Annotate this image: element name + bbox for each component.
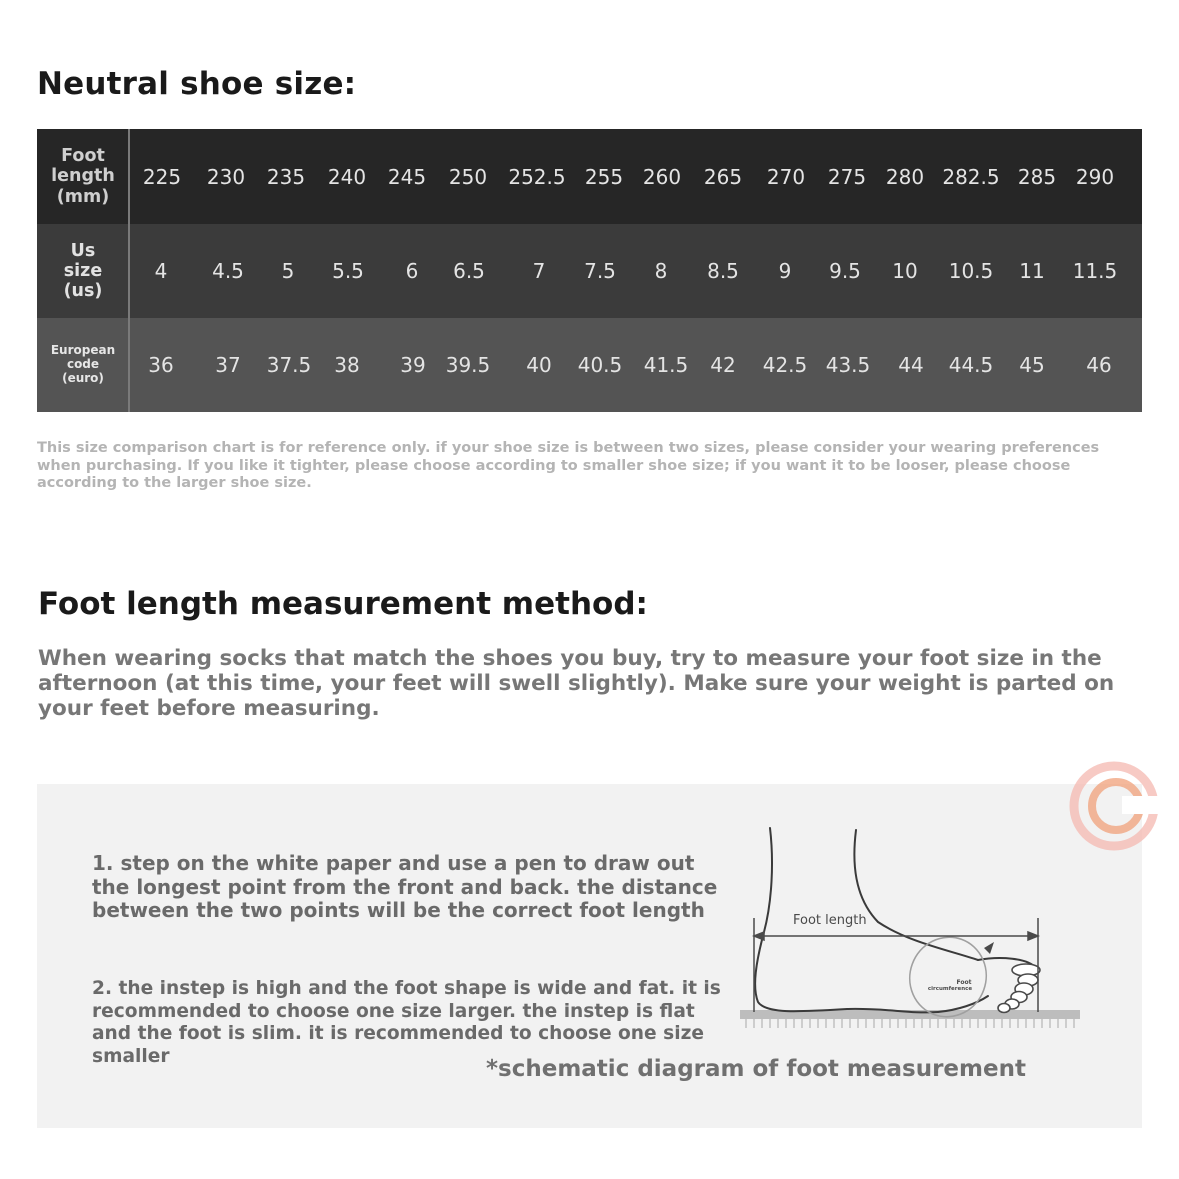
foot-length-cell: 275	[827, 164, 867, 189]
row-label-line: (us)	[63, 281, 103, 302]
row-label-line: code	[66, 357, 100, 372]
euro-size-cell: 37	[215, 353, 241, 377]
row-label-line: Foot	[61, 146, 105, 167]
row-label-foot-length	[37, 129, 129, 224]
table-row-foot-length	[37, 129, 1142, 224]
row-label-line: Us	[70, 240, 96, 261]
size-chart-title: Neutral shoe size:	[37, 66, 357, 102]
table-row-us-size	[37, 224, 1142, 318]
foot-circumference-label: Foot	[956, 979, 972, 986]
us-size-cell: 5	[281, 259, 295, 283]
foot-measurement-diagram	[738, 822, 1084, 1036]
us-size-cell: 11.5	[1072, 259, 1118, 283]
size-chart-note: This size comparison chart is for reference only. if your shoe size is between two sizes, please consider your wearing preferences when purchasing. If you like it tighter, please choose according to smaller shoe size; if you want it to be looser, please choose according to the larger shoe size.	[37, 440, 1100, 491]
euro-size-cell: 37.5	[266, 353, 312, 377]
us-size-cell: 11	[1019, 259, 1045, 283]
foot-length-cell: 230	[206, 164, 246, 189]
us-size-cell: 8.5	[707, 259, 739, 283]
euro-size-cell: 36	[148, 353, 174, 377]
us-size-cell: 6	[405, 259, 419, 283]
foot-length-cell: 255	[584, 164, 624, 189]
euro-size-cell: 43.5	[825, 353, 871, 377]
foot-length-cell: 240	[327, 164, 367, 189]
euro-size-cell: 42	[710, 353, 736, 377]
foot-length-cell: 280	[885, 164, 925, 189]
circumference-arrow-icon	[984, 942, 994, 954]
us-size-cell: 7.5	[584, 259, 616, 283]
row-label-line: size	[63, 260, 103, 281]
brand-watermark-icon	[1066, 760, 1166, 856]
euro-size-cell: 41.5	[643, 353, 689, 377]
foot-length-cell: 265	[703, 164, 743, 189]
us-size-cell: 6.5	[453, 259, 485, 283]
euro-size-cell: 44	[898, 353, 924, 377]
foot-length-cell: 252.5	[508, 164, 566, 189]
us-size-cell: 4	[154, 259, 168, 283]
euro-size-cell: 40	[526, 353, 552, 377]
foot-length-cell: 225	[142, 164, 182, 189]
label-column-divider	[128, 129, 130, 412]
diagram-caption: *schematic diagram of foot measurement	[486, 1056, 1026, 1082]
euro-size-cell: 38	[334, 353, 360, 377]
us-size-cell: 10.5	[948, 259, 994, 283]
size-chart-table	[37, 129, 1142, 412]
us-size-cell: 5.5	[332, 259, 364, 283]
measurement-intro: When wearing socks that match the shoes you buy, try to measure your foot size in the afternoon (at this time, your feet will swell slightly). Make sure your weight is parted on your feet before measuring.	[38, 646, 1115, 721]
us-size-cell: 10	[892, 259, 918, 283]
foot-length-cell: 235	[266, 164, 306, 189]
foot-circumference-label: circumference	[927, 986, 973, 992]
foot-length-cell: 285	[1017, 164, 1057, 189]
measurement-method-title: Foot length measurement method:	[38, 586, 648, 622]
measurement-step-1: 1. step on the white paper and use a pen to draw out the longest point from the front and back. the distance between the two points will be the correct foot length	[92, 851, 718, 922]
row-label-line: length	[51, 166, 115, 187]
euro-size-cell: 39.5	[445, 353, 491, 377]
foot-length-label: Foot length	[793, 913, 867, 928]
toes-icon	[998, 964, 1040, 1013]
foot-length-cell: 270	[766, 164, 806, 189]
euro-size-cell: 45	[1019, 353, 1045, 377]
row-label-line: (euro)	[62, 370, 104, 385]
row-label-line: European	[50, 343, 116, 358]
euro-size-cell: 46	[1086, 353, 1112, 377]
table-row-euro	[37, 318, 1142, 412]
us-size-cell: 9	[778, 259, 792, 283]
row-label-line: (mm)	[56, 186, 110, 207]
foot-length-cell: 250	[448, 164, 488, 189]
foot-length-cell: 282.5	[942, 164, 1000, 189]
row-label-euro	[37, 318, 129, 412]
us-size-cell: 8	[654, 259, 668, 283]
euro-size-cell: 44.5	[948, 353, 994, 377]
foot-length-cell: 245	[387, 164, 427, 189]
us-size-cell: 4.5	[212, 259, 244, 283]
foot-length-cell: 290	[1075, 164, 1115, 189]
euro-size-cell: 39	[400, 353, 426, 377]
us-size-cell: 7	[532, 259, 546, 283]
euro-size-cell: 42.5	[762, 353, 808, 377]
us-size-cell: 9.5	[829, 259, 861, 283]
measurement-step-2: 2. the instep is high and the foot shape is wide and fat. it is recommended to choose one size larger. the instep is flat and the foot is slim. it is recommended to choose one size smaller	[92, 978, 721, 1067]
foot-length-cell: 260	[642, 164, 682, 189]
euro-size-cell: 40.5	[577, 353, 623, 377]
row-label-us-size	[37, 224, 129, 318]
